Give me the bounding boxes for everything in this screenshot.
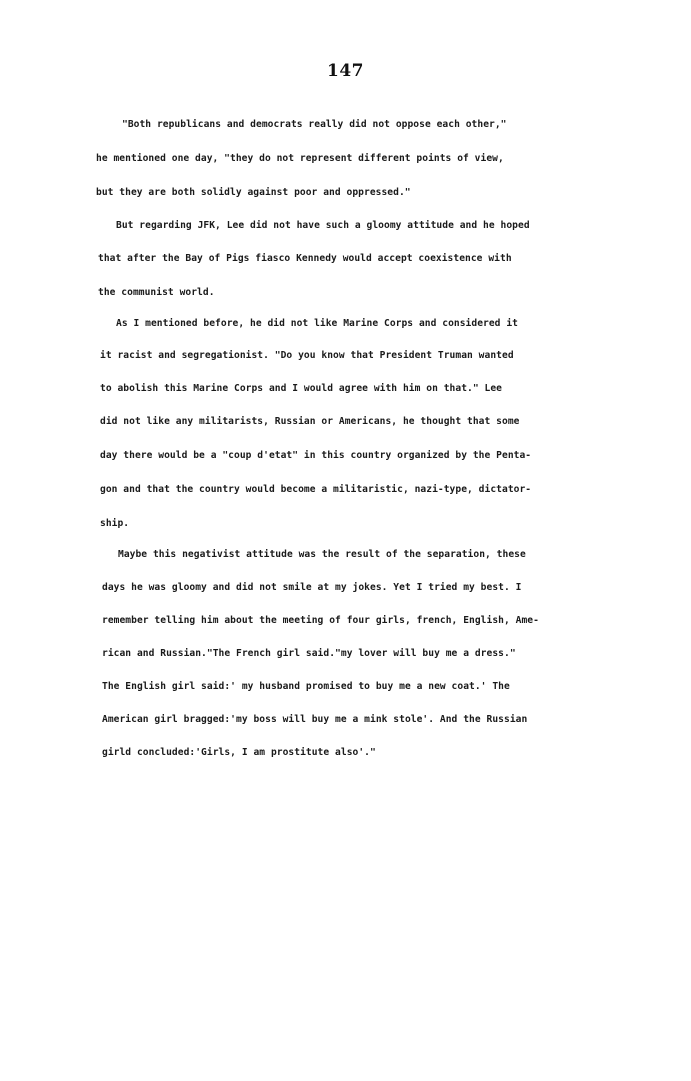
text-line: it racist and segregationist. "Do you know that President Truman wanted: [100, 350, 514, 361]
text-line: Maybe this negativist attitude was the result of the separation, these: [118, 549, 526, 560]
text-line: American girl bragged:'my boss will buy me a mink stole'. And the Russian: [102, 714, 528, 725]
text-line: "Both republicans and democrats really did not oppose each other,": [122, 119, 507, 130]
text-line: did not like any militarists, Russian or Americans, he thought that some: [100, 416, 520, 427]
text-line: rican and Russian."The French girl said."my lover will buy me a dress.": [102, 648, 516, 659]
text-line: gon and that the country would become a militaristic, nazi-type, dictator-: [100, 484, 532, 495]
page-number: 147: [327, 61, 364, 81]
text-line: but they are both solidly against poor and oppressed.": [96, 187, 411, 198]
text-line: day there would be a "coup d'etat" in this country organized by the Penta-: [100, 450, 532, 461]
text-line: that after the Bay of Pigs fiasco Kennedy would accept coexistence with: [98, 253, 512, 264]
text-line: remember telling him about the meeting of four girls, french, English, Ame-: [102, 615, 539, 626]
text-line: As I mentioned before, he did not like Marine Corps and considered it: [116, 318, 518, 329]
text-line: the communist world.: [98, 287, 215, 298]
text-line: he mentioned one day, "they do not represent different points of view,: [96, 153, 504, 164]
text-line: But regarding JFK, Lee did not have such a gloomy attitude and he hoped: [116, 220, 530, 231]
text-line: The English girl said:' my husband promised to buy me a new coat.' The: [102, 681, 510, 692]
text-line: days he was gloomy and did not smile at my jokes. Yet I tried my best. I: [102, 582, 522, 593]
text-line: ship.: [100, 518, 130, 529]
text-line: to abolish this Marine Corps and I would agree with him on that." Lee: [100, 383, 502, 394]
text-line: girld concluded:'Girls, I am prostitute also'.": [102, 747, 376, 758]
